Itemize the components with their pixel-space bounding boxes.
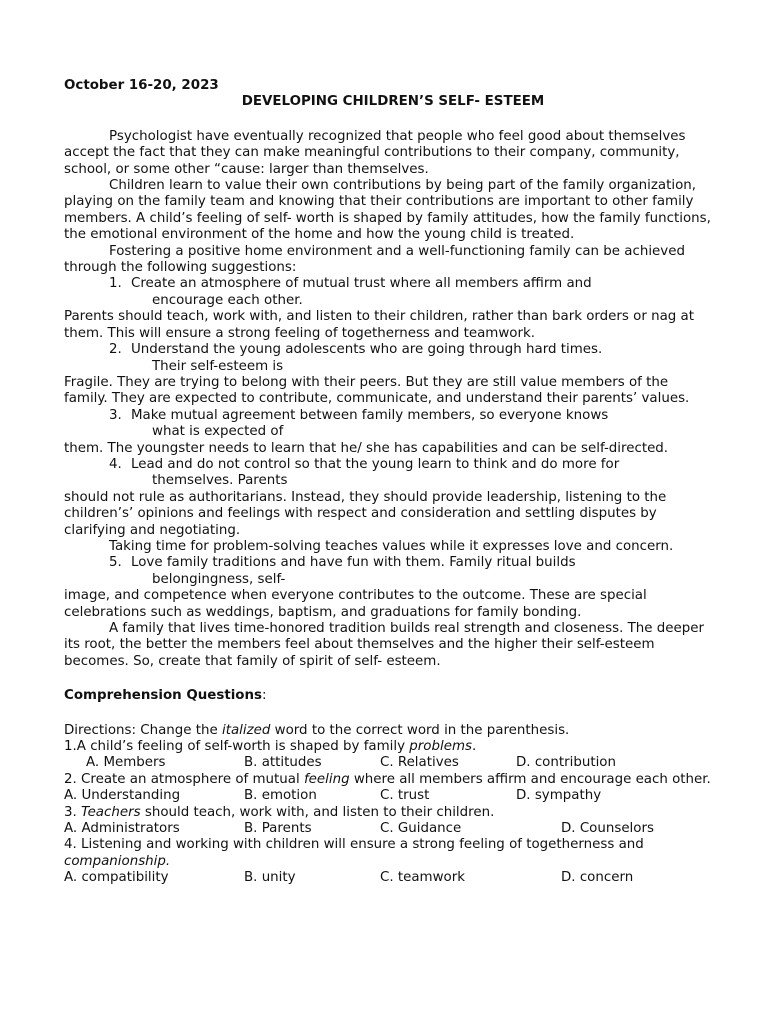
paragraph-1: Psychologist have eventually recognized that people who feel good about themselves accept the fact that they can make meaningful contributions to their company, community, school, or some other “cause: larger than themselves. xyxy=(64,128,686,177)
list-item-line: what is expected of xyxy=(152,424,284,440)
question-3 xyxy=(64,805,714,838)
option-b[interactable]: B. unity xyxy=(244,870,296,886)
option-d[interactable]: D. sympathy xyxy=(516,788,602,804)
list-number: 4. xyxy=(109,456,122,472)
answer-options xyxy=(64,870,714,886)
option-c[interactable]: C. trust xyxy=(380,788,430,804)
lesson-date: October 16-20, 2023 xyxy=(64,78,219,93)
list-item xyxy=(64,555,714,588)
list-item-line: Their self-esteem is xyxy=(152,358,284,374)
list-number: 2. xyxy=(109,342,122,358)
directions xyxy=(64,723,714,739)
list-item-continuation: image, and competence when everyone contributes to the outcome. These are special celebrations such as weddings, baptism, and graduations for family bonding. xyxy=(64,588,647,620)
questions-heading-text: Comprehension Questions xyxy=(64,688,263,704)
question-text: where all members affirm and encourage each other. xyxy=(349,771,711,787)
suggestion-item-2 xyxy=(64,342,714,408)
list-item-continuation: Parents should teach, work with, and listen to their children, rather than bark orders or nag at them. This will ensure a strong feeling of togetherness and teamwork. xyxy=(64,309,695,341)
answer-options xyxy=(64,821,714,837)
paragraph-2: Children learn to value their own contributions by being part of the family organization, playing on the family team and knowing that their contributions are important to other family members. A child’s feeling of self- worth is shaped by family attitudes, how the family functions, the emotional environment of the home and how the young child is treated. xyxy=(64,178,711,243)
option-c[interactable]: C. Guidance xyxy=(380,821,462,837)
question-text: 1.A child’s feeling of self-worth is shaped by family xyxy=(64,739,410,755)
option-a[interactable]: A. compatibility xyxy=(64,870,169,886)
option-d[interactable]: D. concern xyxy=(561,870,634,886)
question-stem xyxy=(64,772,714,788)
spacer xyxy=(64,111,714,129)
option-c[interactable]: C. teamwork xyxy=(380,870,466,886)
list-item-line: Love family traditions and have fun with them. Family ritual builds xyxy=(131,555,576,571)
option-b[interactable]: B. Parents xyxy=(244,821,312,837)
directions-italic: italized xyxy=(222,722,271,738)
directions-text: word to the correct word in the parenthesis. xyxy=(270,722,570,738)
directions-text: Directions: Change the xyxy=(64,722,222,738)
option-a[interactable]: A. Understanding xyxy=(64,788,181,804)
spacer xyxy=(64,670,714,688)
option-d[interactable]: D. contribution xyxy=(516,755,616,771)
list-item-line: encourage each other. xyxy=(152,292,303,308)
spacer xyxy=(64,705,714,723)
question-text: . xyxy=(471,739,477,755)
question-text: should teach, work with, and listen to their children. xyxy=(140,804,495,820)
suggestion-item-1 xyxy=(64,276,714,342)
list-item-line: Lead and do not control so that the young learn to think and do more for xyxy=(131,456,620,472)
paragraph-5: A family that lives time-honored tradition builds real strength and closeness. The deeper its root, the better the members feel about themselves and the higher their self-esteem becomes. So, create that family of spirit of self- esteem. xyxy=(64,621,704,669)
list-number: 5. xyxy=(109,555,122,571)
option-b[interactable]: B. attitudes xyxy=(244,755,322,771)
document-title: DEVELOPING CHILDREN’S SELF- ESTEEM xyxy=(241,94,545,110)
question-stem xyxy=(64,739,714,755)
list-item xyxy=(64,276,714,309)
question-italic-word: companionship. xyxy=(64,853,171,869)
question-stem xyxy=(64,805,714,821)
list-item-line: belongingness, self- xyxy=(152,571,286,587)
question-stem xyxy=(64,837,714,870)
question-italic-word: feeling xyxy=(303,771,350,787)
list-item-line: Understand the young adolescents who are going through hard times. xyxy=(131,342,603,358)
question-text: 3. xyxy=(64,804,82,820)
paragraph-3: Fostering a positive home environment and a well-functioning family can be achieved through the following suggestions: xyxy=(64,243,685,276)
option-d[interactable]: D. Counselors xyxy=(561,821,654,837)
question-4 xyxy=(64,837,714,886)
suggestion-item-4 xyxy=(64,457,714,539)
suggestion-item-5 xyxy=(64,555,714,621)
questions-heading xyxy=(64,688,714,704)
answer-options xyxy=(64,755,714,771)
list-item-continuation: should not rule as authoritarians. Instead, they should provide leadership, listening to the children’s’ opinions and feelings with respect and consideration and settling disputes by clarifying and negotiating. xyxy=(64,489,667,538)
list-item-line: Make mutual agreement between family members, so everyone knows xyxy=(131,407,609,423)
document-content xyxy=(64,78,714,887)
option-c[interactable]: C. Relatives xyxy=(380,755,459,771)
option-a[interactable]: A. Administrators xyxy=(64,821,180,837)
answer-options xyxy=(64,788,714,804)
option-b[interactable]: B. emotion xyxy=(244,788,317,804)
list-item-continuation: them. The youngster needs to learn that he/ she has capabilities and can be self-directed. xyxy=(64,440,669,456)
questions-heading-colon: : xyxy=(262,688,267,704)
question-text: 2. Create an atmosphere of mutual xyxy=(64,771,304,787)
list-item-line: Create an atmosphere of mutual trust where all members affirm and xyxy=(131,276,592,292)
option-a[interactable]: A. Members xyxy=(86,755,166,771)
question-text: 4. Listening and working with children will ensure a strong feeling of togetherness and xyxy=(64,837,644,853)
paragraph-4: Taking time for problem-solving teaches values while it expresses love and concern. xyxy=(109,538,674,554)
list-number: 1. xyxy=(109,276,122,292)
question-2 xyxy=(64,772,714,805)
list-item xyxy=(64,342,714,375)
list-number: 3. xyxy=(109,407,122,423)
question-italic-word: problems xyxy=(409,739,472,755)
question-italic-word: Teachers xyxy=(81,804,141,820)
suggestion-item-3 xyxy=(64,408,714,457)
list-item xyxy=(64,408,714,441)
question-1 xyxy=(64,739,714,772)
list-item-line: themselves. Parents xyxy=(152,473,288,489)
list-item-continuation: Fragile. They are trying to belong with their peers. But they are still value members of the family. They are expected to contribute, communicate, and understand their parents’ values. xyxy=(64,374,690,407)
list-item xyxy=(64,457,714,490)
